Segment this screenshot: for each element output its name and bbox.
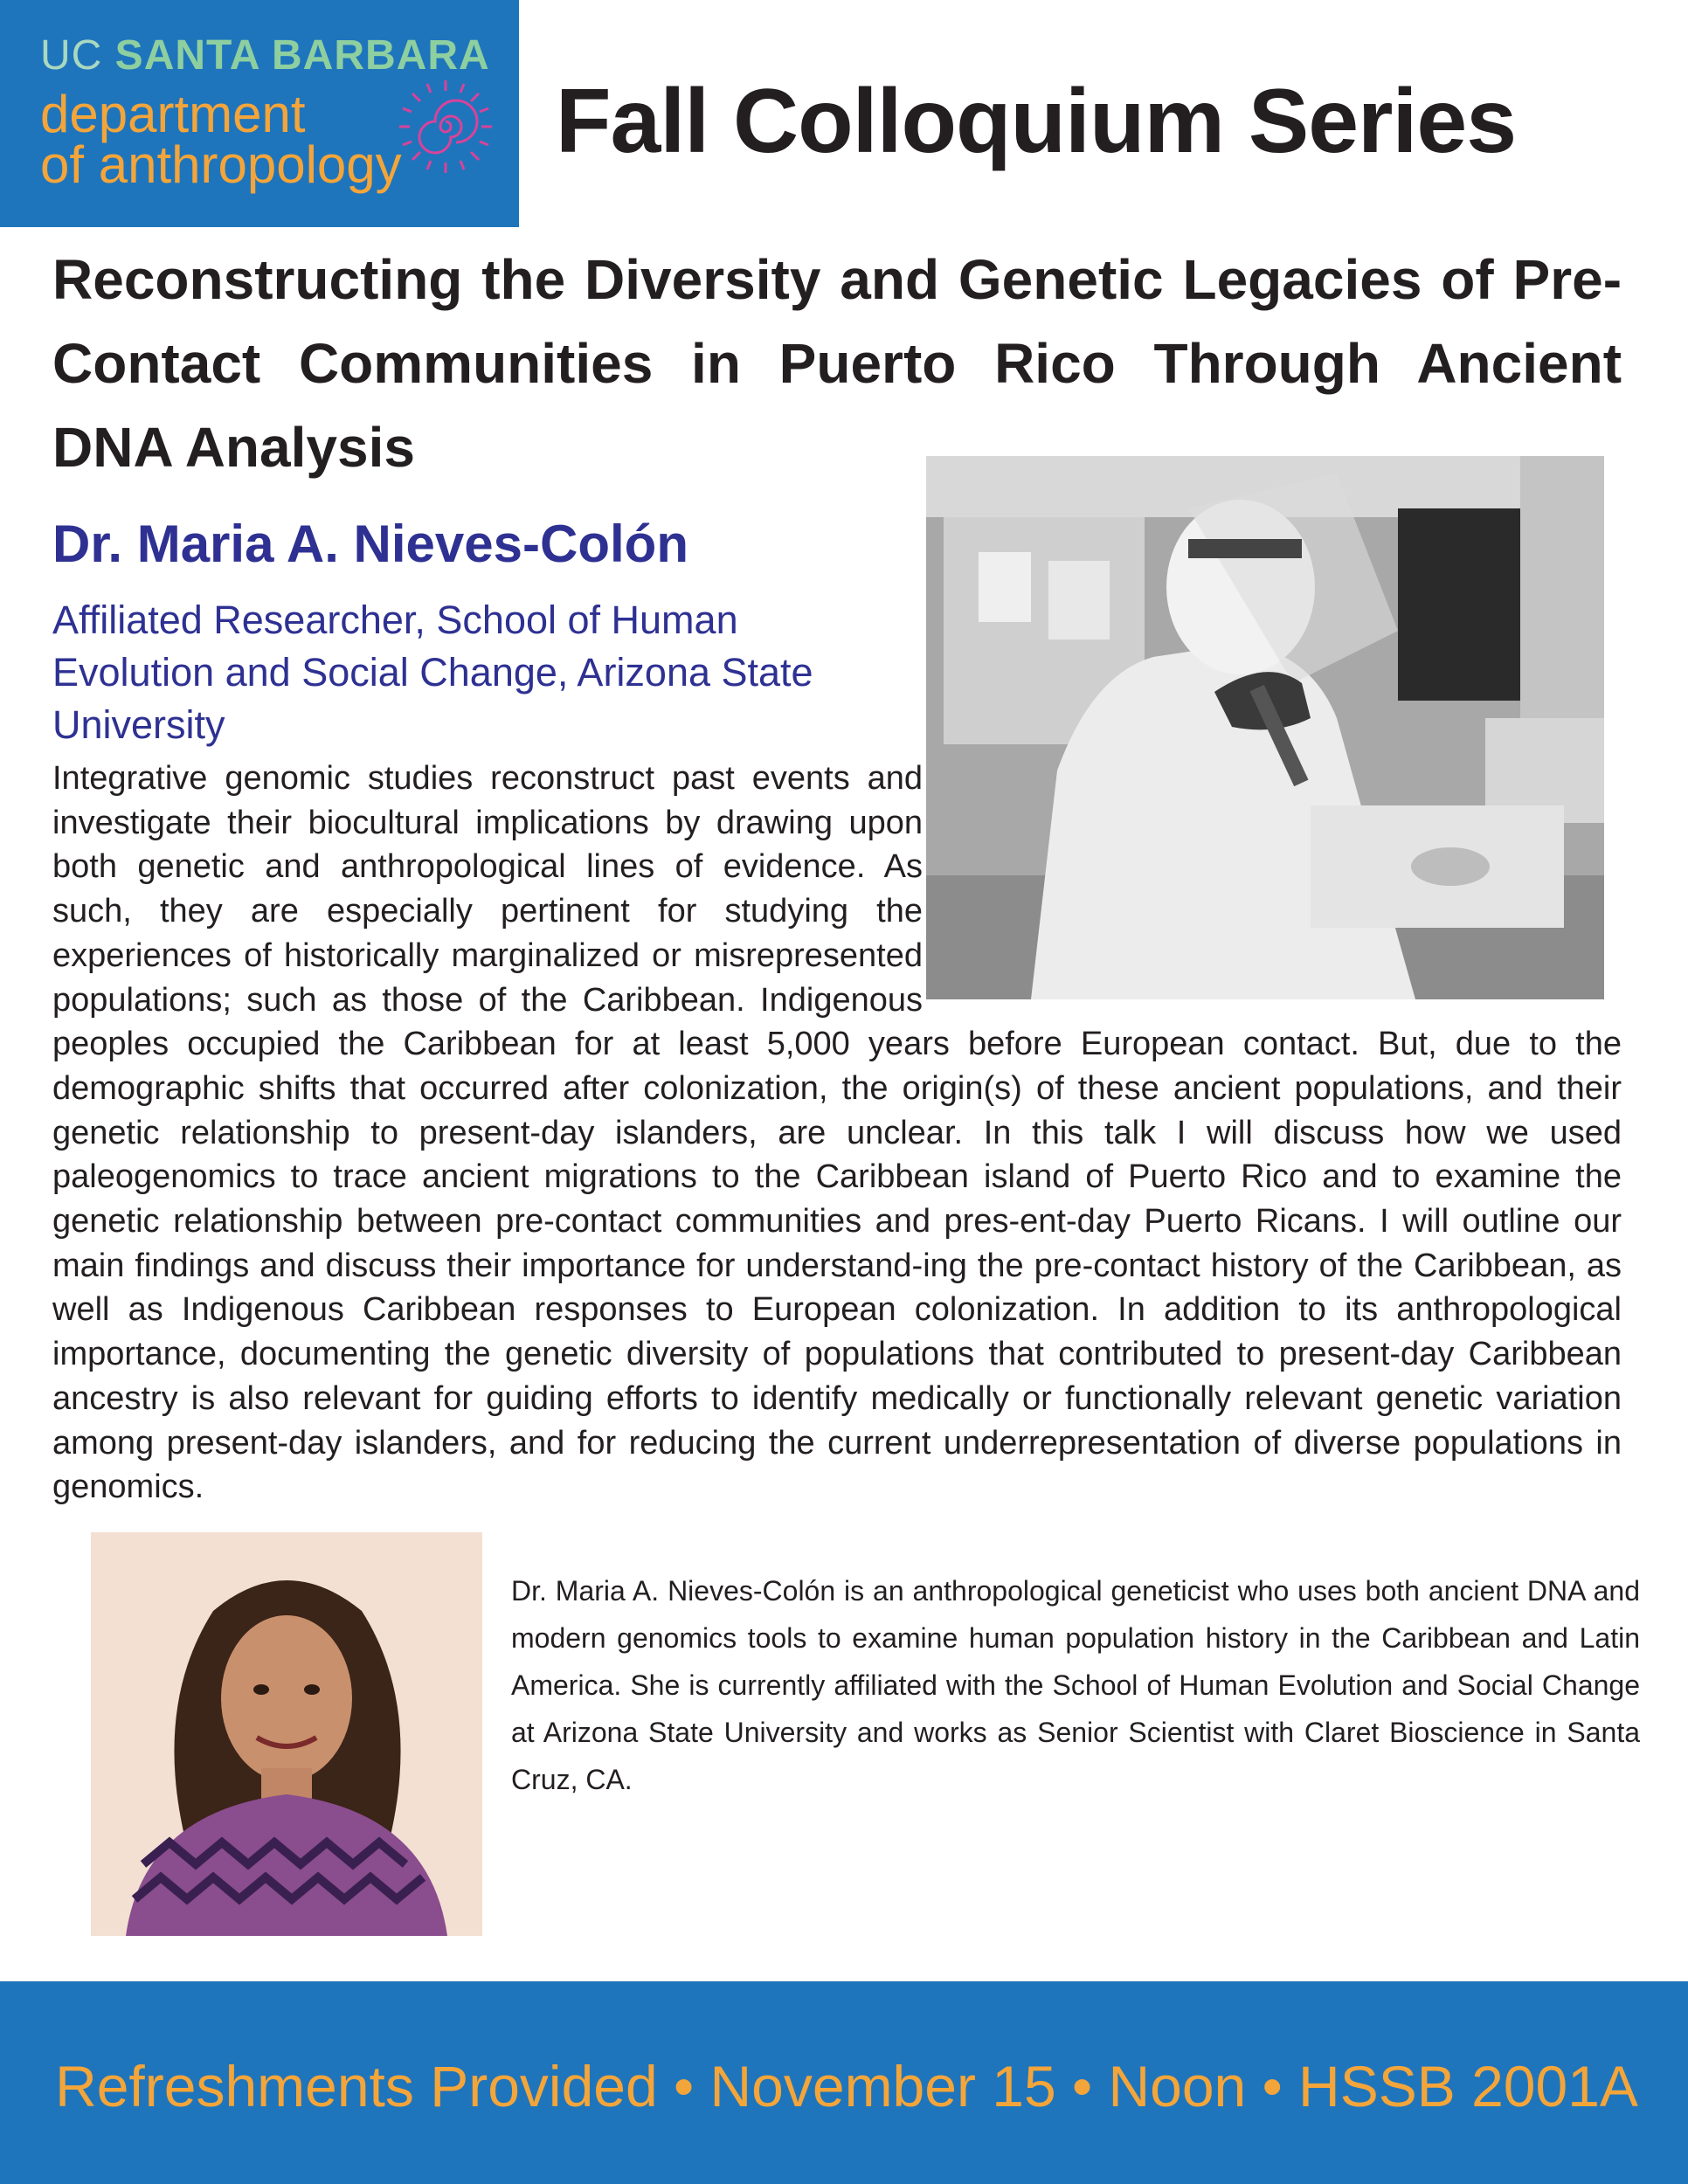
- logo-dept-line-2: of anthropology: [40, 135, 402, 194]
- photo-wrap-spacer: [923, 757, 1622, 1008]
- footer-banner: [0, 1981, 1688, 2184]
- speaker-portrait: [91, 1532, 482, 1936]
- event-details: Refreshments Provided • November 15 • Noon • HSSB 2001A: [55, 2054, 1638, 2118]
- logo-dept-line-1: department: [40, 85, 306, 143]
- spiral-sun-icon: [398, 79, 494, 175]
- logo-campus-text: SANTA BARBARA: [114, 32, 490, 79]
- talk-abstract: [52, 757, 1622, 1510]
- logo-department-text: [40, 85, 402, 194]
- logo-uc-text: UC: [40, 32, 103, 79]
- logo-campus: [40, 31, 490, 79]
- speaker-bio: Dr. Maria A. Nieves-Colón is an anthropological geneticist who uses both ancient DNA and modern genomics tools to examine human population history in the Caribbean and Latin America. She is currently affiliated with the School of Human Evolution and Social Change at Arizona State University and works as Senior Scientist with Claret Bioscience in Santa Cruz, CA.: [511, 1575, 1640, 1795]
- portrait-illustration: [91, 1532, 482, 1936]
- abstract-text: Integrative genomic studies reconstruct past events and investigate their biocultural implications by drawing upon both genetic and anthropological lines of evidence. As such, they are especially pertinent for studying the experiences of historically marginalized or misrepresented populations; such as those of the Caribbean. Indigenous peoples occupied the Caribbean for at least 5,000 years before European contact. But, due to the demographic shifts that occurred after colonization, the origin(s) of these ancient populations, and their genetic relationship to present-day islanders, are unclear. In this talk I will discuss how we used paleogenomics to trace ancient migrations to the Caribbean island of Puerto Rico and to examine the genetic relationship between pre-contact communities and pres-ent-day Puerto Ricans. I will outline our main findings and discuss their importance for understand-ing the pre-contact history of the Caribbean, as well as Indigenous Caribbean responses to European colonization. In addition to its anthropological importance, documenting the genetic diversity of populations that contributed to present-day Caribbean ancestry is also relevant for guiding efforts to identify medically or functionally relevant genetic variation among present-day islanders, and for reducing the current underrepresentation of diverse populations in genomics.: [52, 760, 1622, 1506]
- talk-title: Reconstructing the Diversity and Genetic Legacies of Pre-Contact Communities in Puerto Rico Through Ancient DNA Analysis: [52, 248, 1622, 479]
- speaker-name: Dr. Maria A. Nieves-Colón: [52, 515, 688, 573]
- series-title: Fall Colloquium Series: [556, 71, 1517, 172]
- department-logo: [0, 0, 519, 227]
- speaker-affiliation: Affiliated Researcher, School of Human Evolution and Social Change, Arizona State University: [52, 598, 813, 747]
